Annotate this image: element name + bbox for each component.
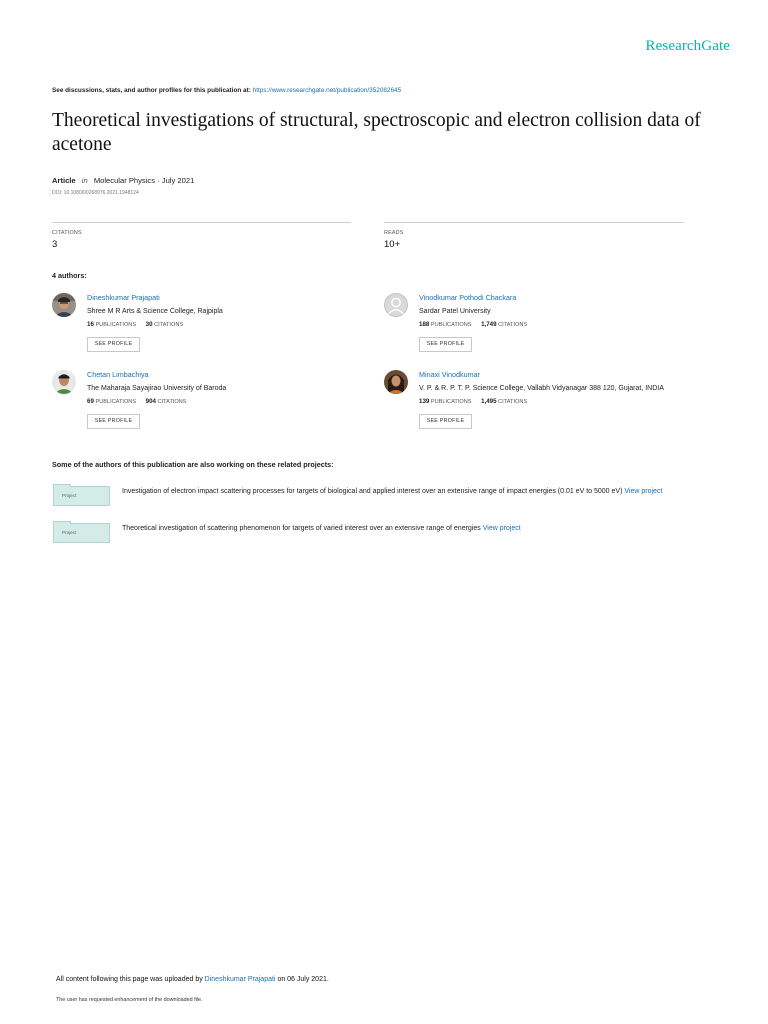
article-date: · July 2021 <box>157 176 195 185</box>
author-stats <box>87 398 397 405</box>
citations-label: CITATIONS <box>498 399 528 405</box>
author-institution: Shree M R Arts & Science College, Rajpipla <box>87 308 223 315</box>
avatar[interactable] <box>52 293 76 317</box>
project-description <box>122 523 720 535</box>
journal-name: Molecular Physics <box>93 176 156 185</box>
see-profile-button[interactable]: SEE PROFILE <box>87 414 140 429</box>
view-project-link[interactable]: View project <box>624 488 663 495</box>
citations-label: CITATIONS <box>498 322 528 328</box>
see-profile-button[interactable]: SEE PROFILE <box>87 337 140 352</box>
project-description <box>122 486 720 498</box>
citations-count: 904 <box>145 398 156 405</box>
author-photo-icon <box>52 370 76 394</box>
enhancement-note: The user has requested enhancement of the downloaded file. <box>56 997 203 1003</box>
publications-count: 139 <box>419 398 430 405</box>
upload-suffix: on 06 July 2021. <box>277 976 329 983</box>
publications-label: PUBLICATIONS <box>95 399 137 405</box>
see-profile-button[interactable]: SEE PROFILE <box>419 337 472 352</box>
citations-label: CITATIONS <box>157 399 187 405</box>
citations-count: 1,495 <box>481 398 497 405</box>
see-profile-button[interactable]: SEE PROFILE <box>419 414 472 429</box>
reads-label: READS <box>384 230 404 236</box>
project-text: Investigation of electron impact scattering processes for targets of biological and applied interest over an extensive range of impact energies (0.01 eV to 5000 eV) <box>122 488 623 495</box>
publications-count: 69 <box>87 398 94 405</box>
projects-heading: Some of the authors of this publication are also working on these related projects: <box>52 460 334 469</box>
citations-count: 3 <box>52 239 58 250</box>
view-project-link[interactable]: View project <box>482 525 521 532</box>
author-institution: The Maharaja Sayajirao University of Baroda <box>87 385 227 392</box>
author-stats <box>419 398 729 405</box>
discussion-label: See discussions, stats, and author profiles for this publication at: <box>52 87 251 94</box>
author-info <box>419 370 729 405</box>
reads-count: 10+ <box>384 239 401 250</box>
publications-label: PUBLICATIONS <box>430 322 472 328</box>
discussion-line <box>52 87 401 94</box>
author-stats <box>87 321 397 328</box>
author-photo-icon <box>384 370 408 394</box>
publications-count: 16 <box>87 321 94 328</box>
avatar[interactable] <box>384 370 408 394</box>
author-name-link[interactable]: Vinodkumar Pothodi Chackara <box>419 293 517 302</box>
article-doi: DOI: 10.1080/00268976.2021.1948124 <box>52 190 139 196</box>
upload-note <box>56 976 329 983</box>
publication-url-link[interactable]: https://www.researchgate.net/publication/352082645 <box>252 87 402 94</box>
author-photo-icon <box>52 293 76 317</box>
avatar[interactable] <box>384 293 408 317</box>
researchgate-logo[interactable]: ResearchGate <box>645 38 730 54</box>
author-name-link[interactable]: Chetan Limbachiya <box>87 370 149 379</box>
project-folder-icon[interactable]: Project <box>53 486 110 506</box>
article-type: Article <box>52 176 76 185</box>
author-info <box>87 293 397 328</box>
default-avatar-icon <box>384 293 408 317</box>
project-text: Theoretical investigation of scattering phenomenon for targets of varied interest over an extensive range of energies <box>122 525 481 532</box>
author-institution: V. P. & R. P. T. P. Science College, Vallabh Vidyanagar 388 120, Gujarat, INDIA <box>419 385 664 392</box>
article-meta <box>52 176 194 185</box>
publications-label: PUBLICATIONS <box>430 399 472 405</box>
reads-stat <box>384 230 404 250</box>
citations-label: CITATIONS <box>154 322 184 328</box>
divider-reads <box>384 222 684 223</box>
avatar[interactable] <box>52 370 76 394</box>
author-info <box>87 370 397 405</box>
author-info <box>419 293 729 328</box>
author-institution: Sardar Patel University <box>419 308 491 315</box>
author-name-link[interactable]: Dineshkumar Prajapati <box>87 293 160 302</box>
citations-stat <box>52 230 82 250</box>
author-stats <box>419 321 729 328</box>
project-folder-icon[interactable]: Project <box>53 523 110 543</box>
author-name-link[interactable]: Minaxi Vinodkumar <box>419 370 480 379</box>
article-in: in <box>81 176 88 185</box>
publications-count: 188 <box>419 321 430 328</box>
citations-count: 30 <box>145 321 153 328</box>
citations-count: 1,749 <box>481 321 497 328</box>
uploader-link[interactable]: Dineshkumar Prajapati <box>204 976 276 983</box>
authors-count: 4 authors: <box>52 271 87 280</box>
article-title: Theoretical investigations of structural, spectroscopic and electron collision data of acetone <box>52 110 701 155</box>
divider-citations <box>52 222 351 223</box>
publications-label: PUBLICATIONS <box>95 322 137 328</box>
upload-prefix: All content following this page was uploaded by <box>56 976 203 983</box>
citations-label: CITATIONS <box>52 230 82 236</box>
